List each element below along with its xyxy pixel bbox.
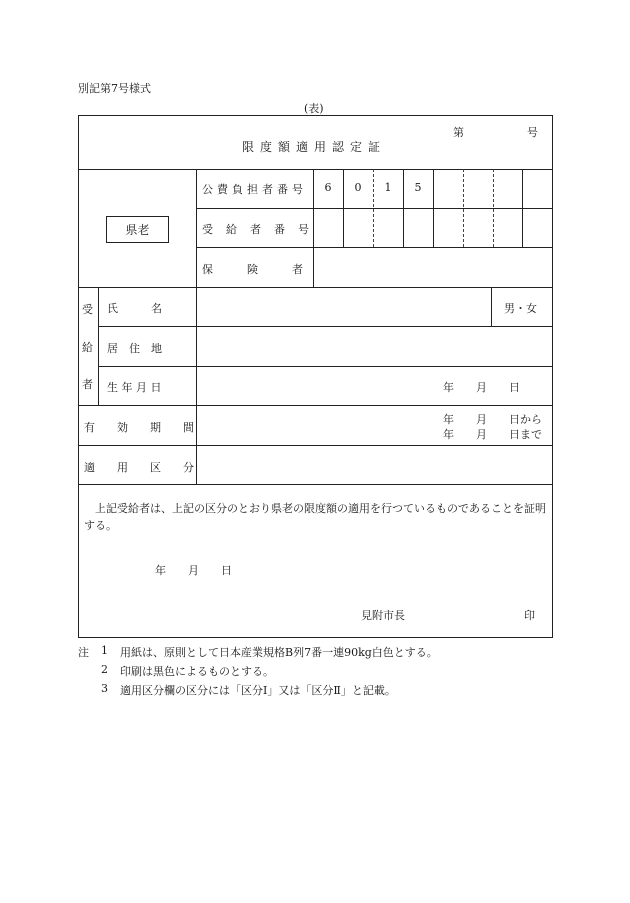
- certification-text: 上記受給者は、上記の区分のとおり県老の限度額の適用を行つているものであることを証明する。: [84, 502, 546, 532]
- note-3-num: 3: [101, 682, 108, 695]
- form-number: 別記第7号様式: [78, 82, 151, 95]
- note-3-text: 適用区分欄の区分には「区分Ⅰ」又は「区分Ⅱ」と記載。: [120, 684, 396, 697]
- notes-label: 注: [78, 646, 89, 659]
- category-label-text: 適用区分: [84, 461, 216, 474]
- insurer-label-text: 保険者: [202, 263, 337, 276]
- number-suffix: 号: [527, 126, 538, 139]
- note-1-num: 1: [101, 644, 108, 657]
- name-label: 氏 名: [107, 302, 162, 315]
- burden-digit-2: 0: [354, 181, 362, 194]
- burden-digit-4: 5: [414, 181, 422, 194]
- validity-label: [84, 419, 216, 435]
- note-1-text: 用紙は、原則として日本産業規格B列7番一連90kg白色とする。: [120, 646, 438, 659]
- number-prefix: 第: [453, 126, 464, 139]
- insurer-seal-text: 県老: [125, 223, 150, 237]
- burden-digit-3: 1: [384, 181, 392, 194]
- sex-option: 男・女: [504, 302, 537, 315]
- burden-number-label: 公費負担者番号: [202, 183, 307, 196]
- issue-date: 年 月 日: [155, 564, 232, 577]
- side-indicator: (表): [304, 102, 324, 115]
- insurer-seal: [106, 216, 169, 243]
- certificate-title: 限度額適用認定証: [242, 140, 387, 154]
- recipient-number-label: 受給者番号: [202, 223, 322, 236]
- validity-from: 年 月 日から: [443, 413, 542, 426]
- category-label: [84, 459, 216, 475]
- address-label: 居 住 地: [107, 342, 162, 355]
- validity-to: 年 月 日まで: [443, 428, 542, 441]
- note-2-num: 2: [101, 663, 108, 676]
- recipient-group-char-1: 受: [82, 303, 93, 316]
- recipient-group-char-2: 給: [82, 341, 93, 354]
- validity-label-text: 有効期間: [84, 421, 216, 434]
- issuer: 見附市長: [361, 609, 405, 622]
- seal-mark: 印: [524, 609, 535, 622]
- birthdate-format: 年 月 日: [443, 381, 520, 394]
- birthdate-label: 生 年 月 日: [107, 381, 162, 394]
- recipient-group-char-3: 者: [82, 378, 93, 391]
- insurer-label: [202, 261, 337, 277]
- burden-digit-1: 6: [324, 181, 332, 194]
- note-2-text: 印刷は黒色によるものとする。: [120, 665, 274, 678]
